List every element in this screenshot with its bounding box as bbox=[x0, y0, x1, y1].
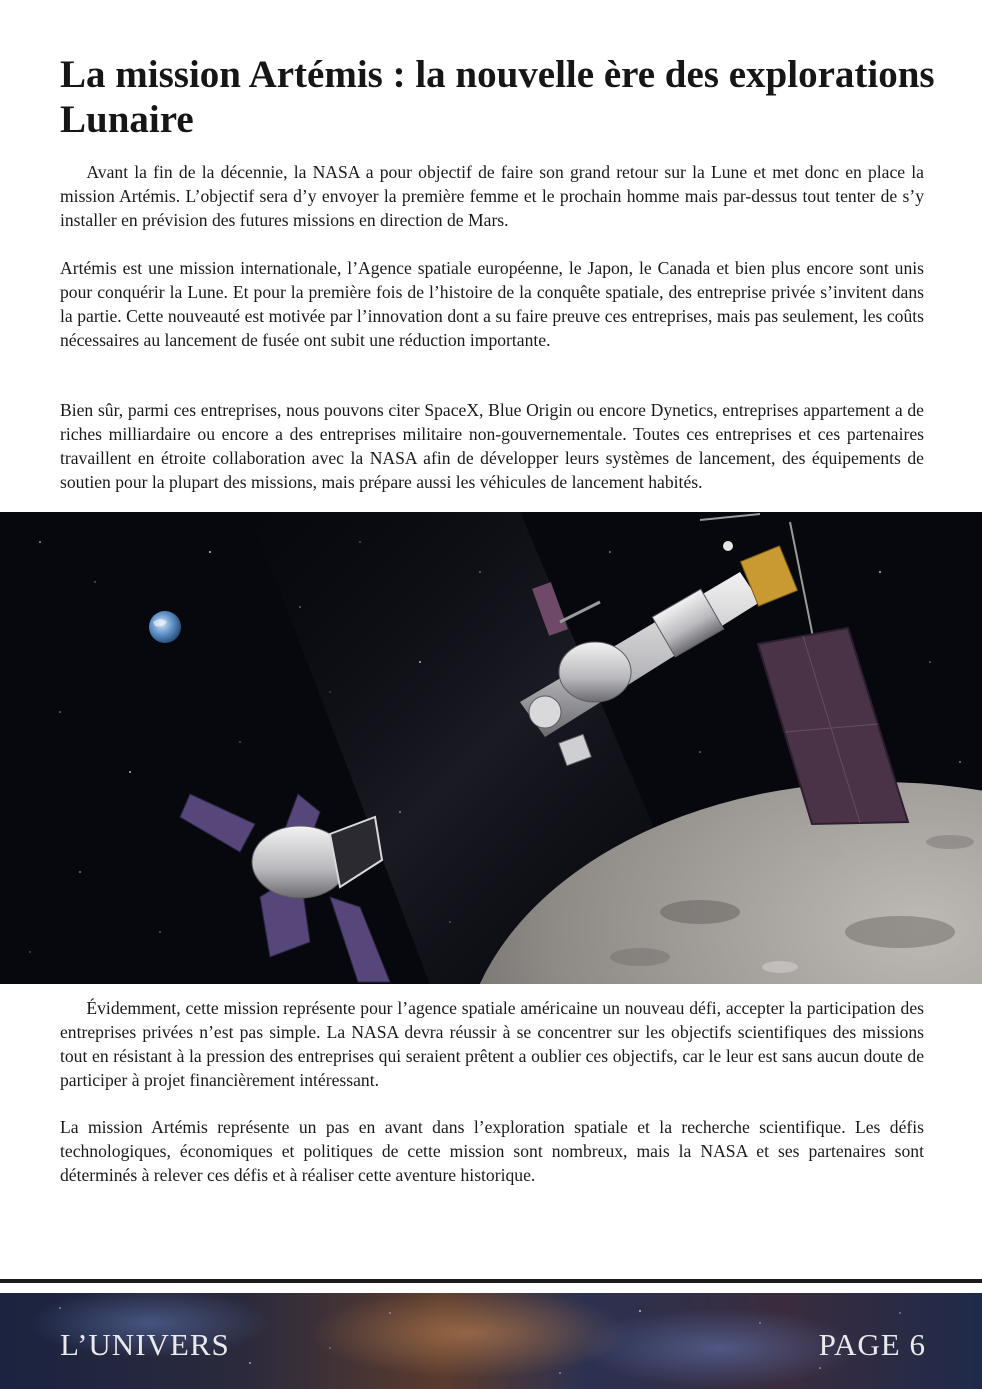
earth bbox=[149, 611, 181, 643]
magazine-title: L’UNIVERS bbox=[60, 1327, 230, 1362]
page-number: PAGE 6 bbox=[818, 1327, 926, 1362]
article-paragraph-5: La mission Artémis représente un pas en avant dans l’exploration spatiale et la recherche scientifique. Les défis technologiques, économiques et politiques de cette mission sont nombreux, mais la NASA et ses partenaires sont déterminés à relever ces défis et à réaliser cette aventure historique. bbox=[60, 1117, 924, 1185]
footer-divider bbox=[0, 1279, 982, 1283]
article-paragraph-4: Évidemment, cette mission représente pour l’agence spatiale américaine un nouveau défi, accepter la participation des entreprises privées n’est pas simple. La NASA devra réussir à se concentrer sur les objectifs scientifiques des missions tout en résistant à la pression des entreprises qui seraient prêtent a oublier ces objectifs, car le leur est sans aucun doute de participer à projet financièrement intéressant. bbox=[60, 998, 924, 1090]
article-title: La mission Artémis : la nouvelle ère des explorations Lunaire bbox=[60, 53, 935, 141]
page-footer bbox=[0, 1293, 982, 1389]
article-paragraph-1: Avant la fin de la décennie, la NASA a pour objectif de faire son grand retour sur la Lune et met donc en place la mission Artémis. L’objectif sera d’y envoyer la première femme et le prochain homme mais par-dessus tout tenter de s’y installer en prévision des futures missions en direction de Mars. bbox=[60, 162, 924, 230]
gateway-station-illustration bbox=[0, 512, 982, 984]
article-paragraph-3: Bien sûr, parmi ces entreprises, nous pouvons citer SpaceX, Blue Origin ou encore Dynetics, entreprises appartement a de riches milliardaire ou encore a des entreprises militaire non-gouvernementale. Toutes ces entreprises et ces partenaires travaillent en étroite collaboration avec la NASA afin de développer leurs systèmes de lancement, des équipements de soutien pour la plupart des missions, mais prépare aussi les véhicules de lancement habités. bbox=[60, 400, 924, 492]
article-paragraph-2: Artémis est une mission internationale, l’Agence spatiale européenne, le Japon, le Canada et bien plus encore sont unis pour conquérir la Lune. Et pour la première fois de l’histoire de la conquête spatiale, des entreprise privée s’invitent dans la partie. Cette nouveauté est motivée par l’innovation dont a su faire preuve ces entreprises, mais pas seulement, les coûts nécessaires au lancement de fusée ont subit une réduction importante. bbox=[60, 258, 924, 350]
